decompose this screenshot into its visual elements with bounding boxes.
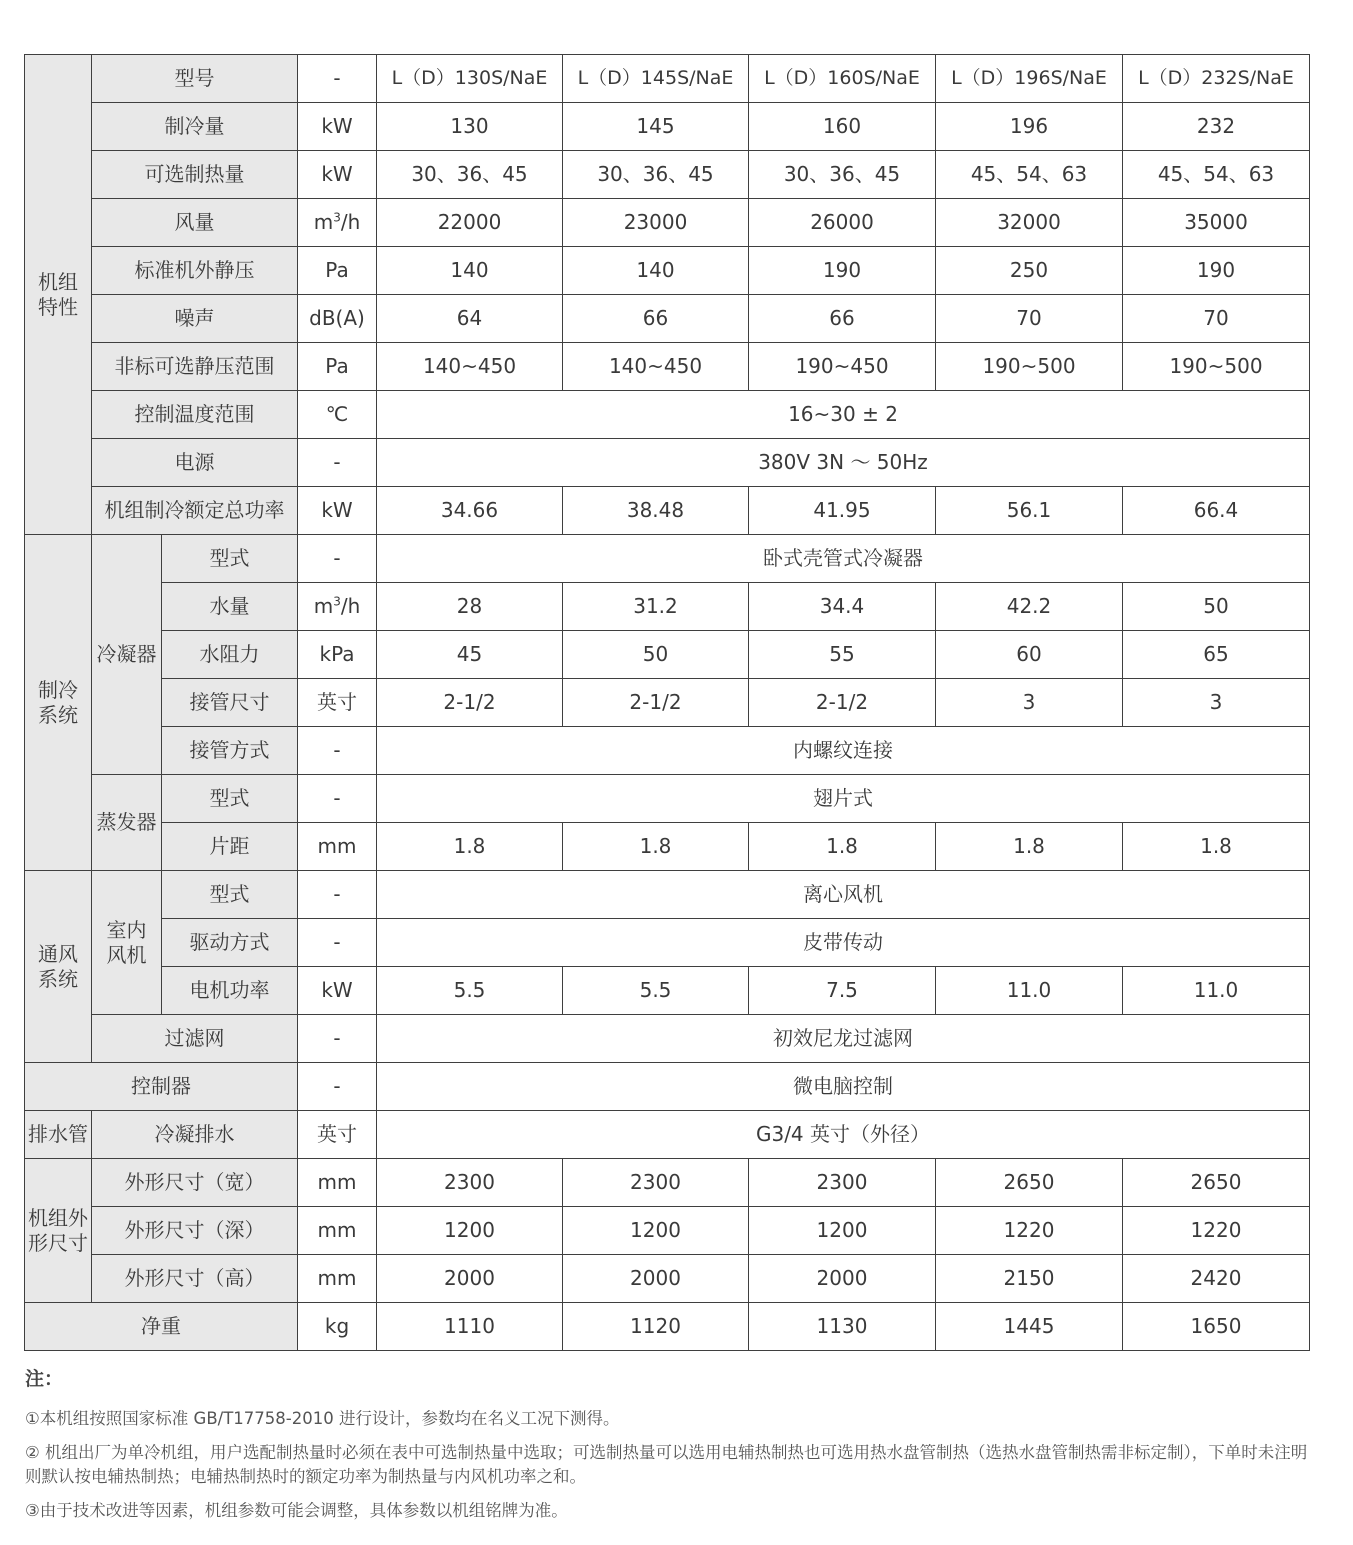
row-label: 水量 xyxy=(162,583,298,631)
cell-value: 1445 xyxy=(936,1303,1123,1351)
row-unit: Pa xyxy=(298,247,377,295)
row-unit: kW xyxy=(298,967,377,1015)
cell-value: 23000 xyxy=(563,199,749,247)
table-row-power-supply xyxy=(25,439,1310,487)
notes-section xyxy=(25,1364,1315,1533)
row-unit: kPa xyxy=(298,631,377,679)
cell-value: 250 xyxy=(936,247,1123,295)
cell-value: 140 xyxy=(563,247,749,295)
cell-value: 140~450 xyxy=(563,343,749,391)
cell-value: 70 xyxy=(936,295,1123,343)
cell-value: 1200 xyxy=(749,1207,936,1255)
row-label: 接管尺寸 xyxy=(162,679,298,727)
row-label: 标准机外静压 xyxy=(92,247,298,295)
cell-value: 2650 xyxy=(1123,1159,1310,1207)
row-unit: - xyxy=(298,727,377,775)
row-label: 型式 xyxy=(162,871,298,919)
table-row-fan-drive xyxy=(25,919,1310,967)
subgroup-indoor-fan: 室内 风机 xyxy=(92,871,162,1015)
note-item: ③由于技术改进等因素，机组参数可能会调整，具体参数以机组铭牌为准。 xyxy=(25,1501,568,1520)
note-item: ①本机组按照国家标准 GB/T17758-2010 进行设计，参数均在名义工况下测得。 xyxy=(25,1409,620,1428)
row-label: 外形尺寸（深） xyxy=(92,1207,298,1255)
row-unit: mm xyxy=(298,823,377,871)
row-unit: ℃ xyxy=(298,391,377,439)
table-row-noise xyxy=(25,295,1310,343)
cell-value: 11.0 xyxy=(936,967,1123,1015)
table-row-depth xyxy=(25,1207,1310,1255)
cell-value: 2000 xyxy=(563,1255,749,1303)
cell-value: 2-1/2 xyxy=(563,679,749,727)
cell-value: 1650 xyxy=(1123,1303,1310,1351)
table-row-evap-fin-pitch xyxy=(25,823,1310,871)
cell-value: 1200 xyxy=(377,1207,563,1255)
cell-value: L（D）145S/NaE xyxy=(563,55,749,103)
cell-value: 160 xyxy=(749,103,936,151)
cell-value: 3 xyxy=(936,679,1123,727)
group-drain-pipe: 排水管 xyxy=(25,1111,92,1159)
cell-value-merged: 16~30 ± 2 xyxy=(377,391,1310,439)
row-unit: - xyxy=(298,1063,377,1111)
cell-value: 190 xyxy=(1123,247,1310,295)
cell-value: 30、36、45 xyxy=(563,151,749,199)
cell-value-merged: 微电脑控制 xyxy=(377,1063,1310,1111)
row-label: 控制温度范围 xyxy=(92,391,298,439)
table-row-evap-type xyxy=(25,775,1310,823)
row-label: 型号 xyxy=(92,55,298,103)
row-label: 冷凝排水 xyxy=(92,1111,298,1159)
table-row-height xyxy=(25,1255,1310,1303)
cell-value: 1.8 xyxy=(936,823,1123,871)
row-label: 净重 xyxy=(25,1303,298,1351)
table-row-controller xyxy=(25,1063,1310,1111)
cell-value-merged: G3/4 英寸（外径） xyxy=(377,1111,1310,1159)
cell-value: 1130 xyxy=(749,1303,936,1351)
row-label: 噪声 xyxy=(92,295,298,343)
row-unit: dB(A) xyxy=(298,295,377,343)
cell-value: 11.0 xyxy=(1123,967,1310,1015)
table-row-heating xyxy=(25,151,1310,199)
row-unit: - xyxy=(298,1015,377,1063)
row-label: 外形尺寸（宽） xyxy=(92,1159,298,1207)
cell-value-merged: 380V 3N ～ 50Hz xyxy=(377,439,1310,487)
cell-value: 38.48 xyxy=(563,487,749,535)
cell-value: 2-1/2 xyxy=(377,679,563,727)
notes-title: 注： xyxy=(25,1368,64,1390)
cell-value: 1.8 xyxy=(377,823,563,871)
table-row-fan-type xyxy=(25,871,1310,919)
cell-value: 1.8 xyxy=(749,823,936,871)
cell-value: 45、54、63 xyxy=(936,151,1123,199)
table-row-airflow xyxy=(25,199,1310,247)
cell-value: 30、36、45 xyxy=(749,151,936,199)
row-label: 型式 xyxy=(162,775,298,823)
cell-value: 45 xyxy=(377,631,563,679)
row-label: 过滤网 xyxy=(92,1015,298,1063)
row-unit: $m^3/h$ xyxy=(298,199,377,247)
row-unit: - xyxy=(298,871,377,919)
group-unit-dimensions: 机组外 形尺寸 xyxy=(25,1159,92,1303)
cell-value: 145 xyxy=(563,103,749,151)
table-row-cond-pipe-conn xyxy=(25,727,1310,775)
row-label: 电源 xyxy=(92,439,298,487)
row-label: 型式 xyxy=(162,535,298,583)
row-unit: kg xyxy=(298,1303,377,1351)
row-label: 电机功率 xyxy=(162,967,298,1015)
row-label: 外形尺寸（高） xyxy=(92,1255,298,1303)
table-row-model xyxy=(25,55,1310,103)
group-refrigeration-system: 制冷 系统 xyxy=(25,535,92,871)
cell-value: 5.5 xyxy=(563,967,749,1015)
table-row-width xyxy=(25,1159,1310,1207)
cell-value: 26000 xyxy=(749,199,936,247)
cell-value: 140~450 xyxy=(377,343,563,391)
table-row-condensate xyxy=(25,1111,1310,1159)
table-row-temp-range xyxy=(25,391,1310,439)
cell-value: 70 xyxy=(1123,295,1310,343)
table-row-cond-pipe-size xyxy=(25,679,1310,727)
cell-value: 190~500 xyxy=(1123,343,1310,391)
row-label: 制冷量 xyxy=(92,103,298,151)
cell-value-merged: 皮带传动 xyxy=(377,919,1310,967)
row-unit: 英寸 xyxy=(298,679,377,727)
cell-value: 3 xyxy=(1123,679,1310,727)
cell-value: L（D）196S/NaE xyxy=(936,55,1123,103)
table-row-cond-type xyxy=(25,535,1310,583)
table-row-cooling xyxy=(25,103,1310,151)
row-unit: $m^3/h$ xyxy=(298,583,377,631)
cell-value: 140 xyxy=(377,247,563,295)
cell-value: 56.1 xyxy=(936,487,1123,535)
table-row-filter xyxy=(25,1015,1310,1063)
row-unit: - xyxy=(298,535,377,583)
table-row-static-pressure xyxy=(25,247,1310,295)
cell-value: 1.8 xyxy=(563,823,749,871)
cell-value: 64 xyxy=(377,295,563,343)
cell-value: 190~450 xyxy=(749,343,936,391)
cell-value: 31.2 xyxy=(563,583,749,631)
cell-value: 28 xyxy=(377,583,563,631)
row-unit: mm xyxy=(298,1255,377,1303)
row-unit: mm xyxy=(298,1207,377,1255)
cell-value: 30、36、45 xyxy=(377,151,563,199)
note-item: ② 机组出厂为单冷机组，用户选配制热量时必须在表中可选制热量中选取；可选制热量可以选用电辅热制热也可选用热水盘管制热（选热水盘管制热需非标定制），下单时未注明则默认按电辅热制热；电辅热制热时的额定功率为制热量与内风机功率之和。 xyxy=(25,1443,1308,1486)
cell-value: 2000 xyxy=(749,1255,936,1303)
row-unit: - xyxy=(298,919,377,967)
cell-value: 2650 xyxy=(936,1159,1123,1207)
cell-value: 2-1/2 xyxy=(749,679,936,727)
cell-value: 66 xyxy=(749,295,936,343)
spec-table xyxy=(24,54,1310,1351)
cell-value: 2150 xyxy=(936,1255,1123,1303)
cell-value: 2420 xyxy=(1123,1255,1310,1303)
row-label: 非标可选静压范围 xyxy=(92,343,298,391)
cell-value: 32000 xyxy=(936,199,1123,247)
row-unit: kW xyxy=(298,151,377,199)
row-unit: - xyxy=(298,775,377,823)
cell-value: 34.4 xyxy=(749,583,936,631)
row-unit: kW xyxy=(298,487,377,535)
cell-value: L（D）130S/NaE xyxy=(377,55,563,103)
row-label: 机组制冷额定总功率 xyxy=(92,487,298,535)
cell-value: 1110 xyxy=(377,1303,563,1351)
cell-value: 55 xyxy=(749,631,936,679)
row-label: 水阻力 xyxy=(162,631,298,679)
subgroup-evaporator: 蒸发器 xyxy=(92,775,162,871)
cell-value: 2300 xyxy=(749,1159,936,1207)
cell-value: 66 xyxy=(563,295,749,343)
table-row-pressure-range xyxy=(25,343,1310,391)
row-label: 接管方式 xyxy=(162,727,298,775)
row-label: 控制器 xyxy=(25,1063,298,1111)
cell-value: 130 xyxy=(377,103,563,151)
table-row-total-power xyxy=(25,487,1310,535)
cell-value: 60 xyxy=(936,631,1123,679)
cell-value: 65 xyxy=(1123,631,1310,679)
cell-value: 190~500 xyxy=(936,343,1123,391)
cell-value: 196 xyxy=(936,103,1123,151)
cell-value: 1220 xyxy=(936,1207,1123,1255)
cell-value: L（D）232S/NaE xyxy=(1123,55,1310,103)
cell-value: 66.4 xyxy=(1123,487,1310,535)
table-row-cond-resistance xyxy=(25,631,1310,679)
row-unit: Pa xyxy=(298,343,377,391)
cell-value: 5.5 xyxy=(377,967,563,1015)
cell-value: 2000 xyxy=(377,1255,563,1303)
cell-value: 35000 xyxy=(1123,199,1310,247)
cell-value-merged: 卧式壳管式冷凝器 xyxy=(377,535,1310,583)
cell-value: 7.5 xyxy=(749,967,936,1015)
cell-value: 1220 xyxy=(1123,1207,1310,1255)
table-row-fan-power xyxy=(25,967,1310,1015)
cell-value: L（D）160S/NaE xyxy=(749,55,936,103)
row-label: 风量 xyxy=(92,199,298,247)
cell-value: 232 xyxy=(1123,103,1310,151)
cell-value: 50 xyxy=(1123,583,1310,631)
cell-value-merged: 内螺纹连接 xyxy=(377,727,1310,775)
cell-value: 1.8 xyxy=(1123,823,1310,871)
row-unit: 英寸 xyxy=(298,1111,377,1159)
cell-value: 2300 xyxy=(563,1159,749,1207)
cell-value: 1120 xyxy=(563,1303,749,1351)
group-ventilation-system: 通风 系统 xyxy=(25,871,92,1063)
cell-value: 42.2 xyxy=(936,583,1123,631)
subgroup-condenser: 冷凝器 xyxy=(92,535,162,775)
group-unit-characteristics: 机组 特性 xyxy=(25,55,92,535)
cell-value: 1200 xyxy=(563,1207,749,1255)
cell-value: 45、54、63 xyxy=(1123,151,1310,199)
cell-value-merged: 翅片式 xyxy=(377,775,1310,823)
row-unit: mm xyxy=(298,1159,377,1207)
table-row-cond-water xyxy=(25,583,1310,631)
row-unit: - xyxy=(298,55,377,103)
row-label: 可选制热量 xyxy=(92,151,298,199)
table-row-weight xyxy=(25,1303,1310,1351)
row-label: 驱动方式 xyxy=(162,919,298,967)
cell-value: 41.95 xyxy=(749,487,936,535)
cell-value: 2300 xyxy=(377,1159,563,1207)
row-unit: - xyxy=(298,439,377,487)
row-label: 片距 xyxy=(162,823,298,871)
cell-value: 50 xyxy=(563,631,749,679)
cell-value-merged: 初效尼龙过滤网 xyxy=(377,1015,1310,1063)
cell-value: 22000 xyxy=(377,199,563,247)
cell-value: 190 xyxy=(749,247,936,295)
cell-value-merged: 离心风机 xyxy=(377,871,1310,919)
cell-value: 34.66 xyxy=(377,487,563,535)
row-unit: kW xyxy=(298,103,377,151)
